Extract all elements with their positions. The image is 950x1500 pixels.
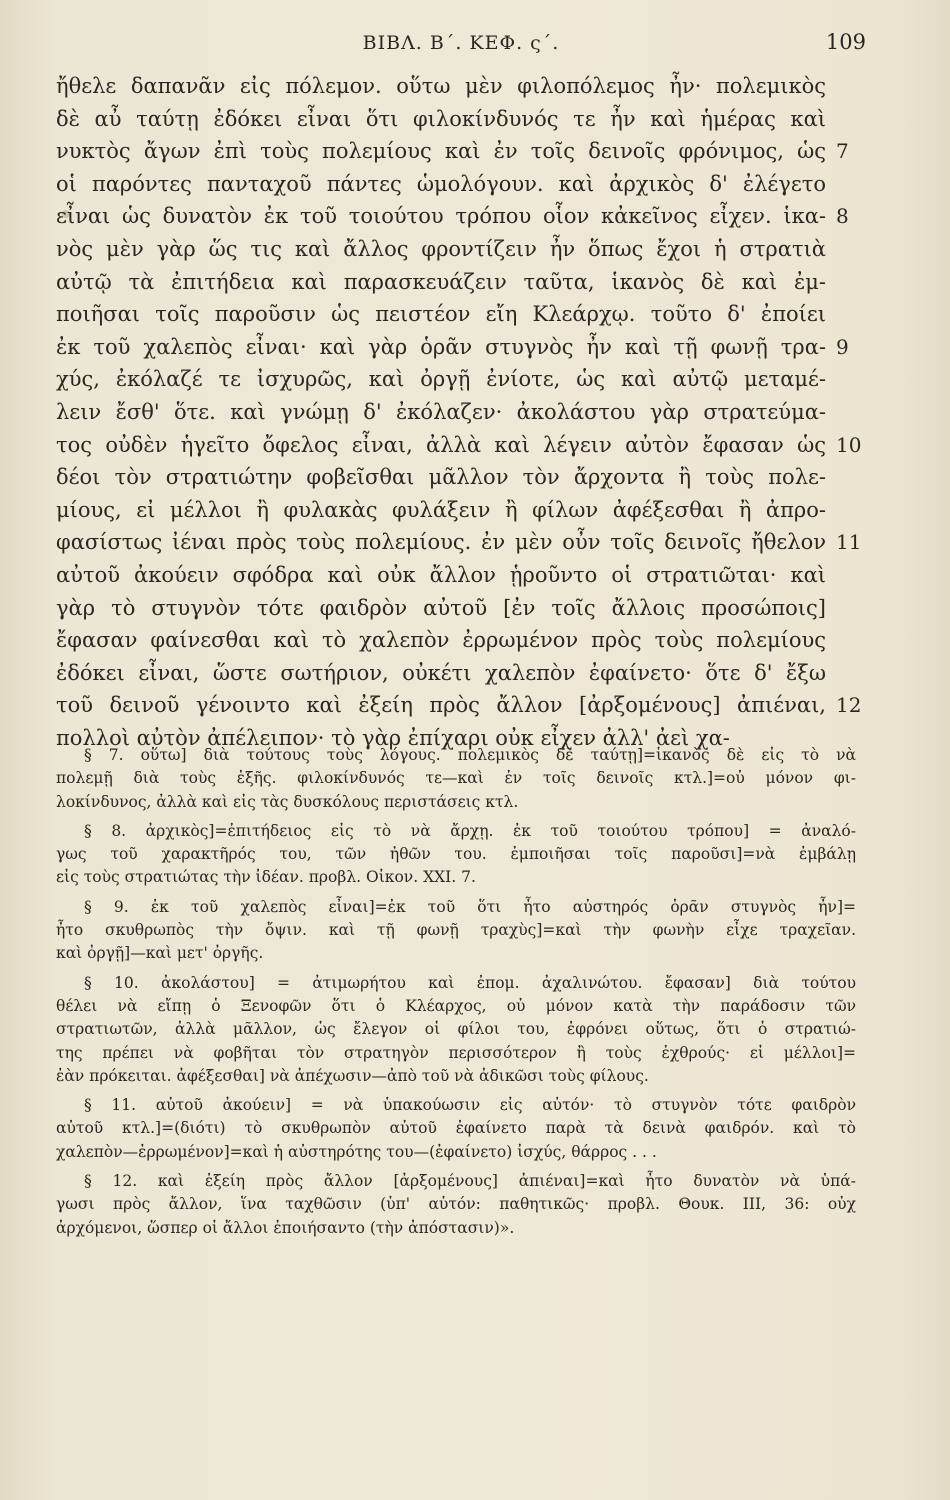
running-head: ΒΙΒΛ. Β΄. ΚΕΦ. ς΄. <box>362 32 560 54</box>
note-line: § 11. αὐτοῦ ἀκούειν] = νὰ ὑπακούωσιν εἰς αὐτόν· τὸ στυγνὸν τότε φαιδρὸν <box>84 1096 856 1115</box>
note-line: § 7. οὕτω] διὰ τούτους τοὺς λόγους. πολεμικὸς δὲ ταύτῃ]=ἱκανὸς δὲ εἰς τὸ νὰ <box>84 746 856 764</box>
note-block <box>56 1170 856 1240</box>
text-line: νὸς μὲν γὰρ ὥς τις καὶ ἄλλος φροντίζειν ἦν ὅπως ἔχοι ἡ στρατιὰ <box>56 236 826 261</box>
text-line: δέοι τὸν στρατιώτην φοβεῖσθαι μᾶλλον τὸν ἄρχοντα ἢ τοὺς πολε- <box>56 465 826 490</box>
text-line: οἱ παρόντες πανταχοῦ πάντες ὡμολόγουν. καὶ ἀρχικὸς δ' ἐλέγετο <box>56 171 826 196</box>
note-line: θέλει νὰ εἴπῃ ὁ Ξενοφῶν ὅτι ὁ Κλέαρχος, οὐ μόνον κατὰ τὴν παράδοσιν τῶν <box>56 996 856 1015</box>
text-line: ἔφασαν φαίνεσθαι καὶ τὸ χαλεπὸν ἐρρωμένον πρὸς τοὺς πολεμίους <box>56 628 826 653</box>
page-number: 109 <box>825 30 866 54</box>
section-number: 12 <box>836 693 862 718</box>
text-line: αὐτοῦ ἀκούειν σφόδρα καὶ οὐκ ἄλλον ᾑροῦντο οἱ στρατιῶται· καὶ <box>56 562 826 587</box>
note-line: ἀρχόμενοι, ὥσπερ οἱ ἄλλοι ἐποιήσαντο (τὴν ἀπόστασιν)». <box>56 1218 515 1237</box>
text-line: ἤθελε δαπανᾶν εἰς πόλεμον. οὕτω μὲν φιλοπόλεμος ἦν· πολεμικὸς <box>56 74 826 98</box>
note-line: της πρέπει νὰ φοβῆται τὸν στρατηγὸν περισσότερον ἢ τοὺς ἐχθρούς· εἰ μέλλοι]= <box>56 1043 856 1062</box>
section-number: 11 <box>836 530 862 555</box>
text-line: γὰρ τὸ στυγνὸν τότε φαιδρὸν αὐτοῦ [ἐν τοῖς ἄλλοις προσώποις] <box>56 595 826 620</box>
note-line: § 8. ἀρχικὸς]=ἐπιτήδειος εἰς τὸ νὰ ἄρχῃ. ἐκ τοῦ τοιούτου τρόπου] = ἀναλό- <box>84 821 856 840</box>
note-line: ἦτο σκυθρωπὸς τὴν ὄψιν. καὶ τῇ φωνῇ τραχὺς]=καὶ τὴν φωνὴν εἶχε τραχεῖαν. <box>56 921 856 940</box>
text-line: εἶναι ὡς δυνατὸν ἐκ τοῦ τοιούτου τρόπου οἷον κἀκεῖνος εἶχεν. ἱκα- <box>56 204 826 229</box>
text-line: τος οὐδὲν ἡγεῖτο ὄφελος εἶναι, ἀλλὰ καὶ λέγειν αὐτὸν ἔφασαν ὡς <box>56 432 826 457</box>
text-line: πολλοὶ αὐτὸν ἀπέλειπον· τὸ γὰρ ἐπίχαρι οὐκ εἶχεν ἀλλ' ἀεὶ χα- <box>56 725 730 750</box>
note-line: γως τοῦ χαρακτῆρός του, τῶν ἠθῶν του. ἐμποιῆσαι τοῖς παροῦσι]=νὰ ἐμβάλῃ <box>56 845 856 864</box>
text-line: αὐτῷ τὰ ἐπιτήδεια καὶ παρασκευάζειν ταῦτα, ἱκανὸς δὲ καὶ ἐμ- <box>56 269 826 294</box>
section-number: 7 <box>836 139 849 164</box>
note-line: καὶ ὀργῇ]—καὶ μετ' ὀργῆς. <box>56 944 264 963</box>
text-line: ἐκ τοῦ χαλεπὸς εἶναι· καὶ γὰρ ὁρᾶν στυγνὸς ἦν καὶ τῇ φωνῇ τρα- <box>56 334 826 359</box>
main-text-block <box>56 70 826 754</box>
commentary-notes <box>56 738 856 1240</box>
note-line: χαλεπὸν—ἐρρωμένον]=καὶ ἡ αὐστηρότης του—(ἐφαίνετο) ἰσχύς, θάρρος . . . <box>56 1142 657 1161</box>
note-line: στρατιωτῶν, ἀλλὰ μᾶλλον, ὡς ἔλεγον οἱ φίλοι του, ἐφρόνει οὕτως, ὅτι ὁ στρατιώ- <box>56 1020 856 1039</box>
note-line: λοκίνδυνος, ἀλλὰ καὶ εἰς τὰς δυσκόλους περιστάσεις κτλ. <box>56 792 519 811</box>
text-line: μίους, εἰ μέλλοι ἢ φυλακὰς φυλάξειν ἢ φίλων ἀφέξεσθαι ἢ ἀπρο- <box>56 497 826 522</box>
section-number: 10 <box>836 432 862 457</box>
text-line: ἐδόκει εἶναι, ὥστε σωτήριον, οὐκέτι χαλεπὸν ἐφαίνετο· ὅτε δ' ἔξω <box>56 660 826 685</box>
note-line: § 9. ἐκ τοῦ χαλεπὸς εἶναι]=ἐκ τοῦ ὅτι ἦτο αὐστηρός ὁρᾶν στυγνὸς ἦν]= <box>84 897 856 916</box>
text-line: νυκτὸς ἄγων ἐπὶ τοὺς πολεμίους καὶ ἐν τοῖς δεινοῖς φρόνιμος, ὡς <box>56 139 826 164</box>
page-header <box>56 26 866 58</box>
note-block <box>56 744 856 814</box>
note-line: γωσι πρὸς ἄλλον, ἵνα ταχθῶσιν (ὑπ' αὐτόν: παθητικῶς· προβλ. Θουκ. III, 36: οὐχ <box>56 1195 856 1214</box>
note-block <box>56 820 856 890</box>
note-line: ἐὰν πρόκειται. ἀφέξεσθαι] νὰ ἀπέχωσιν—ἀπὸ τοῦ νὰ ἀδικῶσι τοὺς φίλους. <box>56 1066 649 1085</box>
text-line: ποιῆσαι τοῖς παροῦσιν ὡς πειστέον εἴη Κλεάρχῳ. τοῦτο δ' ἐποίει <box>56 302 826 327</box>
section-number: 9 <box>836 334 849 359</box>
note-block <box>56 896 856 966</box>
text-line: δὲ αὖ ταύτῃ ἐδόκει εἶναι ὅτι φιλοκίνδυνός τε ἦν καὶ ἡμέρας καὶ <box>56 106 826 131</box>
section-number: 8 <box>836 204 849 229</box>
text-line: λειν ἔσθ' ὅτε. καὶ γνώμῃ δ' ἐκόλαζεν· ἀκολάστου γὰρ στρατεύμα- <box>56 399 826 424</box>
note-line: § 12. καὶ ἐξείη πρὸς ἄλλον [ἀρξομένους] ἀπιέναι]=καὶ ἦτο δυνατὸν νὰ ὑπά- <box>84 1172 856 1191</box>
note-line: § 10. ἀκολάστου] = ἀτιμωρήτου καὶ ἐπομ. ἀχαλινώτου. ἔφασαν] διὰ τούτου <box>84 973 856 992</box>
text-line: τοῦ δεινοῦ γένοιντο καὶ ἐξείη πρὸς ἄλλον [ἀρξομένους] ἀπιέναι, <box>56 693 826 718</box>
note-line: αὐτοῦ κτλ.]=(διότι) τὸ σκυθρωπὸν αὐτοῦ ἐφαίνετο παρὰ τὰ δεινὰ φαιδρόν. καὶ τὸ <box>56 1119 856 1138</box>
note-line: εἰς τοὺς στρατιώτας τὴν ἰδέαν. προβλ. Οἰκον. XXI. 7. <box>56 868 476 887</box>
text-line: χύς, ἐκόλαζέ τε ἰσχυρῶς, καὶ ὀργῇ ἐνίοτε, ὡς καὶ αὐτῷ μεταμέ- <box>56 367 826 392</box>
text-line: φασίστως ἰέναι πρὸς τοὺς πολεμίους. ἐν μὲν οὖν τοῖς δεινοῖς ἤθελον <box>56 530 826 555</box>
note-line: πολεμῇ διὰ τοὺς ἑξῆς. φιλοκίνδυνός τε—καὶ ἐν τοῖς δεινοῖς κτλ.]=οὐ μόνον φι- <box>56 769 856 788</box>
note-block <box>56 972 856 1088</box>
note-block <box>56 1094 856 1164</box>
